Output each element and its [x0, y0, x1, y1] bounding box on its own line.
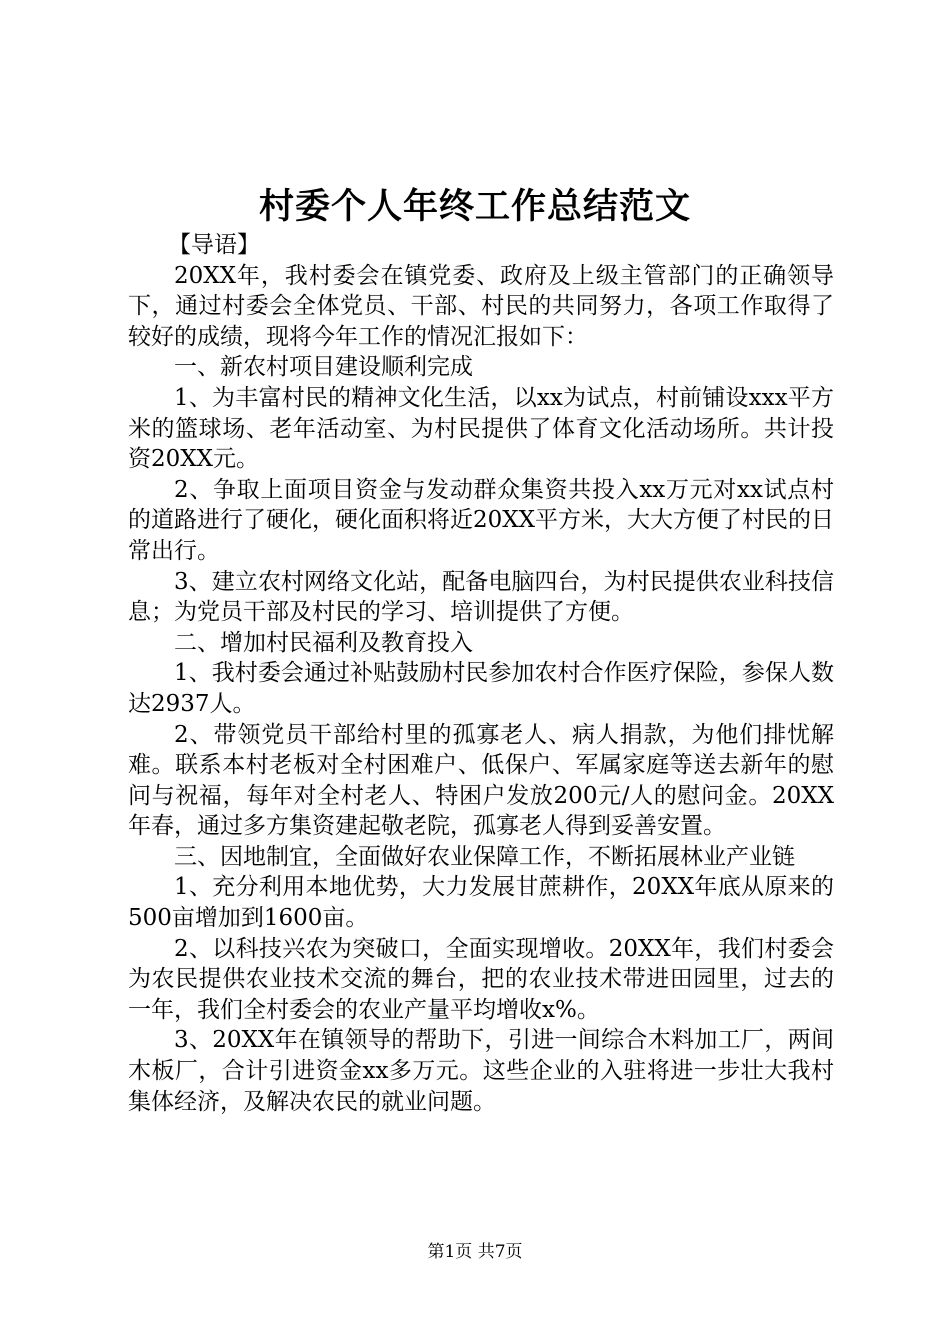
paragraph: 3、20XX年在镇领导的帮助下，引进一间综合木料加工厂，两间木板厂，合计引进资金xx多万元。这些企业的入驻将进一步壮大我村集体经济，及解决农民的就业问题。: [128, 1027, 834, 1115]
section-heading: 一、新农村项目建设顺利完成: [174, 354, 473, 381]
paragraph: 2、带领党员干部给村里的孤寡老人、病人捐款，为他们排忧解难。联系本村老板对全村困难户、低保户、军属家庭等送去新年的慰问与祝福，每年对全村老人、特困户发放200元/人的慰问金。20XX年春，通过多方集资建起敬老院，孤寡老人得到妥善安置。: [128, 721, 834, 840]
paragraph: 1、为丰富村民的精神文化生活，以xx为试点，村前铺设xxx平方米的篮球场、老年活动室、为村民提供了体育文化活动场所。共计投资20XX元。: [128, 384, 834, 473]
document-title: 村委个人年终工作总结范文: [258, 186, 691, 227]
paragraph: 2、争取上面项目资金与发动群众集资共投入xx万元对xx试点村的道路进行了硬化，硬化面积将近20XX平方米，大大方便了村民的日常出行。: [128, 476, 835, 564]
section-heading: 二、增加村民福利及教育投入: [174, 629, 473, 656]
page-footer: 第1页 共7页: [427, 1242, 523, 1262]
paragraph: 1、我村委会通过补贴鼓励村民参加农村合作医疗保险，参保人数达2937人。: [128, 660, 834, 717]
section-heading: 三、因地制宜，全面做好农业保障工作，不断拓展林业产业链: [174, 843, 795, 870]
document-body: [128, 230, 834, 1117]
paragraph: 3、建立农村网络文化站，配备电脑四台，为村民提供农业科技信息；为党员干部及村民的学习、培训提供了方便。: [128, 568, 834, 626]
paragraph: 2、以科技兴农为突破口，全面实现增收。20XX年，我们村委会为农民提供农业技术交流的舞台，把的农业技术带进田园里，过去的一年，我们全村委会的农业产量平均增收x%。: [128, 935, 834, 1023]
paragraph: 20XX年，我村委会在镇党委、政府及上级主管部门的正确领导下，通过村委会全体党员、干部、村民的共同努力，各项工作取得了较好的成绩，现将今年工作的情况汇报如下：: [128, 262, 834, 350]
paragraph: 1、充分利用本地优势，大力发展甘蔗耕作，20XX年底从原来的500亩增加到1600亩。: [128, 874, 834, 932]
paragraph-intro-label: 【导语】: [168, 232, 260, 258]
